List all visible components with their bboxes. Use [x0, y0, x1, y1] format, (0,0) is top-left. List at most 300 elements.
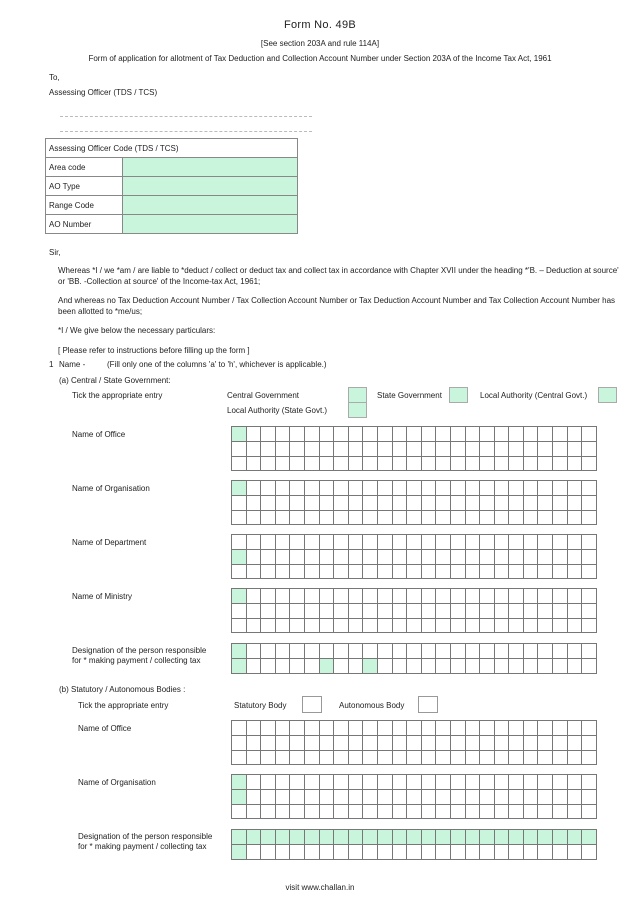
char-box[interactable] — [465, 564, 480, 579]
char-box[interactable] — [582, 775, 597, 790]
char-box[interactable] — [348, 535, 363, 550]
char-box[interactable] — [319, 603, 334, 618]
char-box[interactable] — [421, 549, 436, 564]
char-box[interactable] — [582, 481, 597, 496]
char-box[interactable] — [421, 844, 436, 859]
char-box[interactable] — [304, 510, 319, 525]
char-box[interactable] — [275, 441, 290, 456]
char-box[interactable] — [334, 618, 349, 633]
char-box[interactable] — [567, 658, 582, 673]
char-box[interactable] — [377, 456, 392, 471]
char-box[interactable] — [480, 804, 495, 819]
char-box[interactable] — [232, 549, 247, 564]
char-box[interactable] — [582, 735, 597, 750]
char-box[interactable] — [582, 535, 597, 550]
char-box[interactable] — [290, 644, 305, 659]
char-box[interactable] — [363, 427, 378, 442]
char-box[interactable] — [553, 427, 568, 442]
char-box[interactable] — [465, 804, 480, 819]
char-box[interactable] — [450, 589, 465, 604]
char-box[interactable] — [275, 735, 290, 750]
char-box[interactable] — [246, 750, 261, 765]
char-box[interactable] — [304, 481, 319, 496]
char-box[interactable] — [523, 510, 538, 525]
char-box[interactable] — [261, 603, 276, 618]
char-box[interactable] — [450, 535, 465, 550]
char-box[interactable] — [465, 644, 480, 659]
char-box[interactable] — [275, 789, 290, 804]
char-box[interactable] — [319, 535, 334, 550]
char-box[interactable] — [377, 844, 392, 859]
char-box[interactable] — [334, 481, 349, 496]
char-box[interactable] — [377, 535, 392, 550]
a-department-grid[interactable] — [231, 534, 597, 579]
char-box[interactable] — [450, 721, 465, 736]
char-box[interactable] — [509, 721, 524, 736]
char-box[interactable] — [348, 844, 363, 859]
char-box[interactable] — [538, 750, 553, 765]
char-box[interactable] — [348, 564, 363, 579]
char-box[interactable] — [377, 735, 392, 750]
char-box[interactable] — [494, 535, 509, 550]
char-box[interactable] — [304, 789, 319, 804]
char-box[interactable] — [407, 735, 422, 750]
char-box[interactable] — [538, 456, 553, 471]
char-box[interactable] — [523, 644, 538, 659]
char-box[interactable] — [480, 750, 495, 765]
char-box[interactable] — [246, 456, 261, 471]
char-box[interactable] — [436, 589, 451, 604]
char-box[interactable] — [494, 564, 509, 579]
char-box[interactable] — [232, 750, 247, 765]
char-box[interactable] — [275, 844, 290, 859]
char-box[interactable] — [465, 427, 480, 442]
char-box[interactable] — [334, 589, 349, 604]
char-box[interactable] — [436, 750, 451, 765]
char-box[interactable] — [334, 564, 349, 579]
char-box[interactable] — [523, 789, 538, 804]
char-box[interactable] — [538, 441, 553, 456]
char-box[interactable] — [480, 644, 495, 659]
char-box[interactable] — [567, 456, 582, 471]
char-box[interactable] — [261, 830, 276, 845]
address-line-2[interactable] — [60, 131, 312, 132]
char-box[interactable] — [553, 775, 568, 790]
char-box[interactable] — [261, 789, 276, 804]
char-box[interactable] — [436, 644, 451, 659]
char-box[interactable] — [290, 618, 305, 633]
char-box[interactable] — [494, 589, 509, 604]
char-box[interactable] — [232, 456, 247, 471]
char-box[interactable] — [523, 589, 538, 604]
char-box[interactable] — [538, 844, 553, 859]
char-box[interactable] — [377, 441, 392, 456]
char-box[interactable] — [450, 844, 465, 859]
char-box[interactable] — [553, 535, 568, 550]
char-box[interactable] — [567, 789, 582, 804]
char-box[interactable] — [421, 427, 436, 442]
char-box[interactable] — [494, 456, 509, 471]
a-office-grid[interactable] — [231, 426, 597, 471]
char-box[interactable] — [465, 481, 480, 496]
char-box[interactable] — [348, 644, 363, 659]
char-box[interactable] — [261, 427, 276, 442]
char-box[interactable] — [494, 721, 509, 736]
char-box[interactable] — [509, 510, 524, 525]
char-box[interactable] — [348, 804, 363, 819]
char-box[interactable] — [494, 644, 509, 659]
char-box[interactable] — [261, 750, 276, 765]
char-box[interactable] — [509, 644, 524, 659]
char-box[interactable] — [392, 535, 407, 550]
address-line-1[interactable] — [60, 116, 312, 117]
char-box[interactable] — [480, 427, 495, 442]
char-box[interactable] — [436, 721, 451, 736]
char-box[interactable] — [465, 618, 480, 633]
char-box[interactable] — [290, 441, 305, 456]
char-box[interactable] — [538, 775, 553, 790]
char-box[interactable] — [304, 495, 319, 510]
char-box[interactable] — [363, 549, 378, 564]
char-box[interactable] — [246, 618, 261, 633]
char-box[interactable] — [348, 658, 363, 673]
char-box[interactable] — [553, 564, 568, 579]
char-box[interactable] — [509, 535, 524, 550]
char-box[interactable] — [407, 564, 422, 579]
char-box[interactable] — [582, 549, 597, 564]
char-box[interactable] — [334, 456, 349, 471]
char-box[interactable] — [232, 830, 247, 845]
char-box[interactable] — [334, 775, 349, 790]
option-central-government-checkbox[interactable] — [348, 387, 367, 403]
char-box[interactable] — [494, 481, 509, 496]
char-box[interactable] — [275, 549, 290, 564]
char-box[interactable] — [232, 658, 247, 673]
char-box[interactable] — [523, 441, 538, 456]
char-box[interactable] — [246, 535, 261, 550]
char-box[interactable] — [363, 510, 378, 525]
char-box[interactable] — [567, 721, 582, 736]
char-box[interactable] — [261, 510, 276, 525]
char-box[interactable] — [465, 456, 480, 471]
char-box[interactable] — [363, 804, 378, 819]
char-box[interactable] — [363, 830, 378, 845]
char-box[interactable] — [304, 830, 319, 845]
char-box[interactable] — [553, 549, 568, 564]
char-box[interactable] — [582, 644, 597, 659]
char-box[interactable] — [421, 589, 436, 604]
char-box[interactable] — [421, 804, 436, 819]
char-box[interactable] — [246, 564, 261, 579]
char-box[interactable] — [261, 775, 276, 790]
char-box[interactable] — [494, 549, 509, 564]
char-box[interactable] — [392, 618, 407, 633]
char-box[interactable] — [261, 644, 276, 659]
char-box[interactable] — [377, 510, 392, 525]
char-box[interactable] — [304, 427, 319, 442]
char-box[interactable] — [480, 775, 495, 790]
char-box[interactable] — [523, 775, 538, 790]
char-box[interactable] — [261, 658, 276, 673]
char-box[interactable] — [421, 481, 436, 496]
char-box[interactable] — [246, 441, 261, 456]
char-box[interactable] — [261, 441, 276, 456]
char-box[interactable] — [582, 603, 597, 618]
char-box[interactable] — [392, 564, 407, 579]
char-box[interactable] — [582, 589, 597, 604]
char-box[interactable] — [567, 735, 582, 750]
char-box[interactable] — [261, 618, 276, 633]
char-box[interactable] — [392, 441, 407, 456]
char-box[interactable] — [232, 735, 247, 750]
char-box[interactable] — [407, 830, 422, 845]
char-box[interactable] — [261, 804, 276, 819]
char-box[interactable] — [509, 844, 524, 859]
char-box[interactable] — [538, 735, 553, 750]
char-box[interactable] — [480, 789, 495, 804]
char-box[interactable] — [450, 564, 465, 579]
char-box[interactable] — [319, 441, 334, 456]
char-box[interactable] — [290, 844, 305, 859]
char-box[interactable] — [523, 495, 538, 510]
char-box[interactable] — [363, 735, 378, 750]
a-organisation-grid[interactable] — [231, 480, 597, 525]
char-box[interactable] — [319, 775, 334, 790]
char-box[interactable] — [392, 830, 407, 845]
char-box[interactable] — [304, 603, 319, 618]
char-box[interactable] — [480, 721, 495, 736]
char-box[interactable] — [509, 618, 524, 633]
char-box[interactable] — [450, 830, 465, 845]
char-box[interactable] — [232, 589, 247, 604]
char-box[interactable] — [465, 495, 480, 510]
char-box[interactable] — [523, 481, 538, 496]
char-box[interactable] — [319, 789, 334, 804]
char-box[interactable] — [509, 441, 524, 456]
char-box[interactable] — [319, 644, 334, 659]
char-box[interactable] — [377, 775, 392, 790]
char-box[interactable] — [407, 750, 422, 765]
char-box[interactable] — [450, 644, 465, 659]
char-box[interactable] — [392, 549, 407, 564]
char-box[interactable] — [392, 495, 407, 510]
char-box[interactable] — [407, 644, 422, 659]
char-box[interactable] — [392, 603, 407, 618]
char-box[interactable] — [261, 721, 276, 736]
char-box[interactable] — [392, 589, 407, 604]
char-box[interactable] — [582, 804, 597, 819]
char-box[interactable] — [407, 618, 422, 633]
char-box[interactable] — [275, 830, 290, 845]
char-box[interactable] — [304, 618, 319, 633]
char-box[interactable] — [582, 750, 597, 765]
a-designation-grid[interactable] — [231, 643, 597, 674]
char-box[interactable] — [436, 427, 451, 442]
char-box[interactable] — [304, 658, 319, 673]
char-box[interactable] — [407, 495, 422, 510]
char-box[interactable] — [261, 456, 276, 471]
char-box[interactable] — [348, 750, 363, 765]
char-box[interactable] — [290, 830, 305, 845]
char-box[interactable] — [334, 735, 349, 750]
char-box[interactable] — [465, 549, 480, 564]
char-box[interactable] — [407, 721, 422, 736]
b-organisation-grid[interactable] — [231, 774, 597, 819]
char-box[interactable] — [582, 618, 597, 633]
char-box[interactable] — [509, 735, 524, 750]
char-box[interactable] — [553, 804, 568, 819]
char-box[interactable] — [334, 603, 349, 618]
char-box[interactable] — [290, 535, 305, 550]
char-box[interactable] — [582, 658, 597, 673]
char-box[interactable] — [246, 721, 261, 736]
char-box[interactable] — [290, 456, 305, 471]
char-box[interactable] — [523, 844, 538, 859]
char-box[interactable] — [421, 750, 436, 765]
char-box[interactable] — [363, 658, 378, 673]
char-box[interactable] — [377, 644, 392, 659]
char-box[interactable] — [509, 427, 524, 442]
char-box[interactable] — [304, 441, 319, 456]
char-box[interactable] — [275, 721, 290, 736]
option-state-government-checkbox[interactable] — [449, 387, 468, 403]
char-box[interactable] — [450, 441, 465, 456]
char-box[interactable] — [334, 495, 349, 510]
char-box[interactable] — [363, 495, 378, 510]
char-box[interactable] — [377, 603, 392, 618]
char-box[interactable] — [553, 750, 568, 765]
char-box[interactable] — [377, 427, 392, 442]
char-box[interactable] — [465, 603, 480, 618]
char-box[interactable] — [275, 644, 290, 659]
char-box[interactable] — [436, 618, 451, 633]
char-box[interactable] — [567, 603, 582, 618]
b-office-grid[interactable] — [231, 720, 597, 765]
char-box[interactable] — [480, 495, 495, 510]
char-box[interactable] — [567, 589, 582, 604]
char-box[interactable] — [348, 481, 363, 496]
char-box[interactable] — [290, 775, 305, 790]
char-box[interactable] — [480, 589, 495, 604]
char-box[interactable] — [523, 549, 538, 564]
char-box[interactable] — [465, 750, 480, 765]
ao-type-input[interactable] — [123, 177, 298, 196]
char-box[interactable] — [319, 618, 334, 633]
char-box[interactable] — [246, 495, 261, 510]
char-box[interactable] — [523, 456, 538, 471]
char-box[interactable] — [290, 589, 305, 604]
char-box[interactable] — [436, 804, 451, 819]
char-box[interactable] — [407, 481, 422, 496]
char-box[interactable] — [436, 495, 451, 510]
char-box[interactable] — [553, 441, 568, 456]
char-box[interactable] — [509, 658, 524, 673]
char-box[interactable] — [246, 427, 261, 442]
char-box[interactable] — [377, 564, 392, 579]
char-box[interactable] — [523, 535, 538, 550]
char-box[interactable] — [232, 535, 247, 550]
char-box[interactable] — [304, 564, 319, 579]
char-box[interactable] — [348, 603, 363, 618]
char-box[interactable] — [232, 775, 247, 790]
char-box[interactable] — [319, 658, 334, 673]
char-box[interactable] — [232, 427, 247, 442]
char-box[interactable] — [392, 735, 407, 750]
char-box[interactable] — [232, 789, 247, 804]
ao-area-code-input[interactable] — [123, 158, 298, 177]
char-box[interactable] — [553, 735, 568, 750]
char-box[interactable] — [450, 789, 465, 804]
char-box[interactable] — [334, 789, 349, 804]
a-ministry-grid[interactable] — [231, 588, 597, 633]
char-box[interactable] — [363, 603, 378, 618]
char-box[interactable] — [334, 549, 349, 564]
option-autonomous-body-checkbox[interactable] — [418, 696, 438, 713]
char-box[interactable] — [421, 510, 436, 525]
char-box[interactable] — [480, 830, 495, 845]
char-box[interactable] — [232, 844, 247, 859]
char-box[interactable] — [392, 427, 407, 442]
char-box[interactable] — [261, 535, 276, 550]
option-local-authority-state-checkbox[interactable] — [348, 402, 367, 418]
char-box[interactable] — [480, 549, 495, 564]
char-box[interactable] — [450, 735, 465, 750]
char-box[interactable] — [567, 441, 582, 456]
char-box[interactable] — [480, 658, 495, 673]
char-box[interactable] — [523, 618, 538, 633]
char-box[interactable] — [421, 535, 436, 550]
char-box[interactable] — [363, 750, 378, 765]
char-box[interactable] — [567, 481, 582, 496]
char-box[interactable] — [261, 549, 276, 564]
char-box[interactable] — [465, 441, 480, 456]
char-box[interactable] — [334, 427, 349, 442]
char-box[interactable] — [275, 456, 290, 471]
char-box[interactable] — [348, 618, 363, 633]
char-box[interactable] — [450, 750, 465, 765]
char-box[interactable] — [465, 510, 480, 525]
char-box[interactable] — [246, 830, 261, 845]
ao-range-code-input[interactable] — [123, 196, 298, 215]
char-box[interactable] — [407, 510, 422, 525]
char-box[interactable] — [421, 735, 436, 750]
char-box[interactable] — [523, 564, 538, 579]
char-box[interactable] — [421, 456, 436, 471]
char-box[interactable] — [509, 481, 524, 496]
char-box[interactable] — [275, 775, 290, 790]
char-box[interactable] — [436, 549, 451, 564]
char-box[interactable] — [538, 644, 553, 659]
char-box[interactable] — [465, 735, 480, 750]
char-box[interactable] — [275, 618, 290, 633]
char-box[interactable] — [509, 830, 524, 845]
char-box[interactable] — [304, 644, 319, 659]
char-box[interactable] — [246, 804, 261, 819]
char-box[interactable] — [290, 750, 305, 765]
char-box[interactable] — [392, 844, 407, 859]
char-box[interactable] — [407, 775, 422, 790]
char-box[interactable] — [553, 589, 568, 604]
char-box[interactable] — [275, 658, 290, 673]
char-box[interactable] — [232, 804, 247, 819]
char-box[interactable] — [261, 564, 276, 579]
char-box[interactable] — [465, 830, 480, 845]
char-box[interactable] — [377, 721, 392, 736]
char-box[interactable] — [407, 603, 422, 618]
char-box[interactable] — [319, 510, 334, 525]
char-box[interactable] — [348, 427, 363, 442]
char-box[interactable] — [392, 481, 407, 496]
